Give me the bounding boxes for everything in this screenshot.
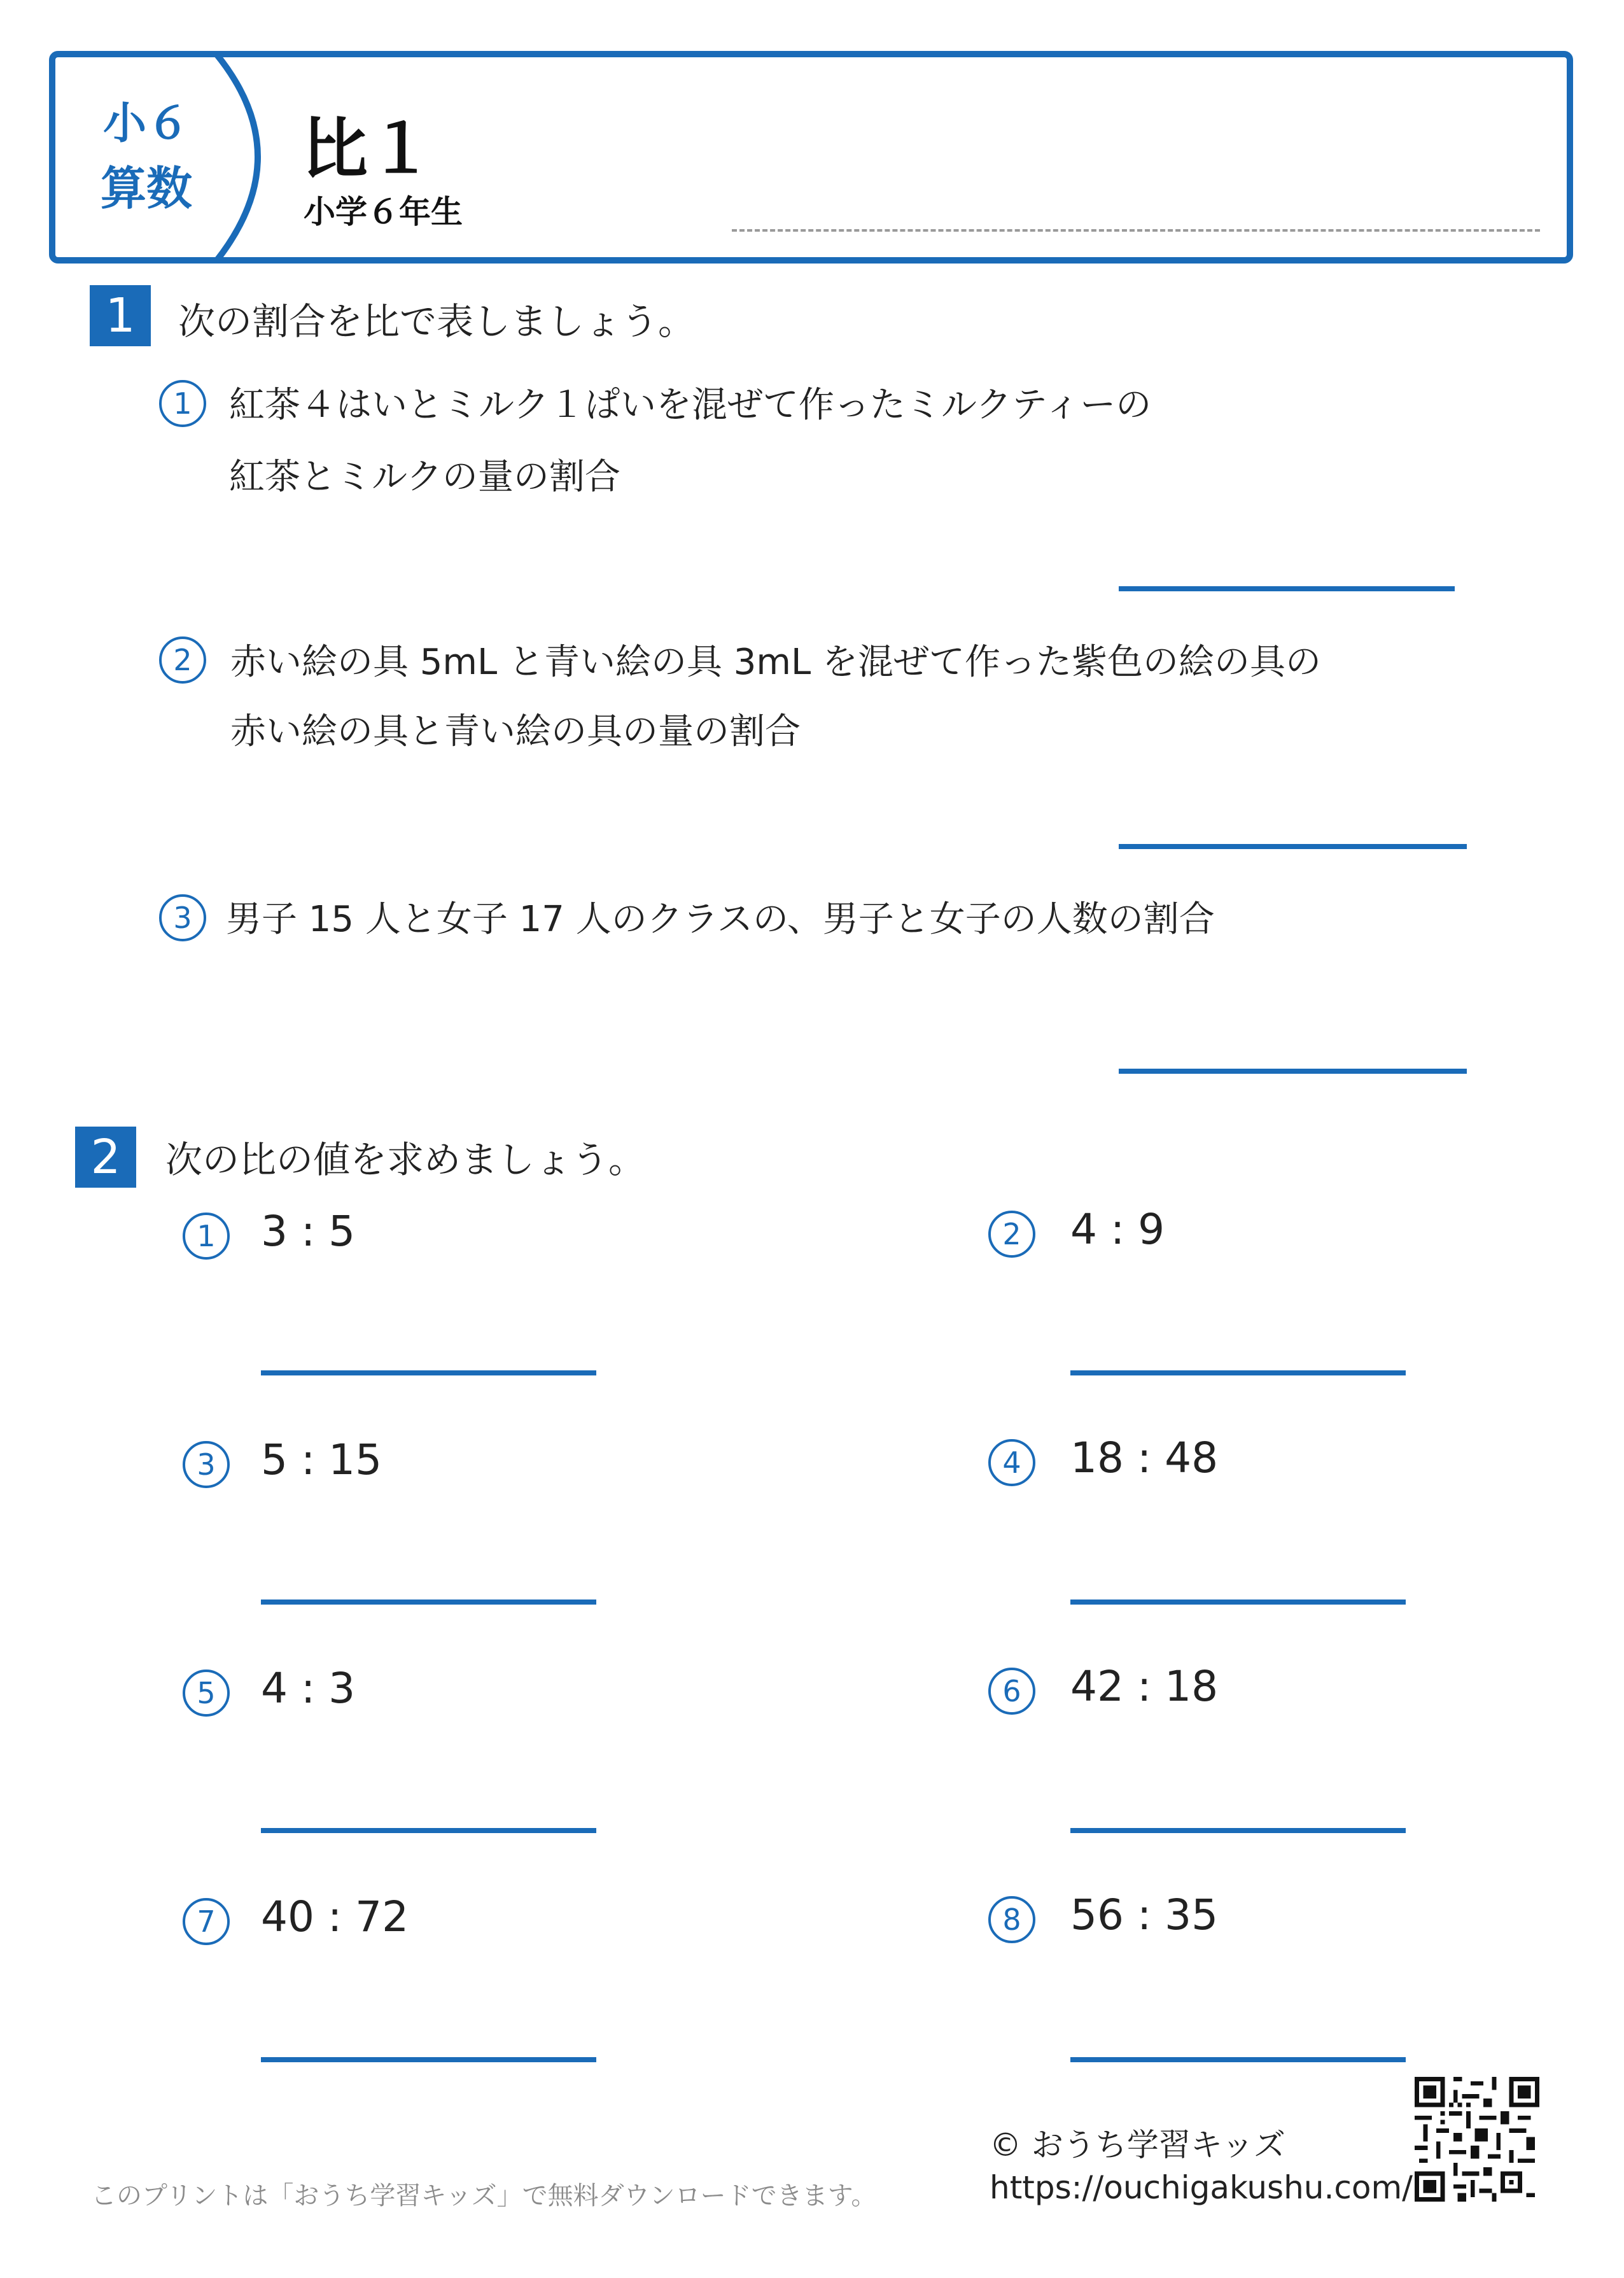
section-1-badge: 1 xyxy=(90,285,151,346)
item-2-1-ratio: 3 : 5 xyxy=(261,1207,356,1256)
item-2-5-number: 5 xyxy=(183,1670,230,1717)
question-1-1-line-1: 紅茶４はいとミルク１ぱいを混ぜて作ったミルクティーの xyxy=(229,384,1152,426)
answer-line-1-3[interactable] xyxy=(1119,1069,1467,1074)
page-subtitle: 小学６年生 xyxy=(304,193,463,230)
section-2-badge: 2 xyxy=(75,1127,136,1188)
question-1-2-number: 2 xyxy=(159,636,206,684)
grade-label: 小６ xyxy=(102,99,190,149)
question-1-3-number: 3 xyxy=(159,894,206,941)
answer-line-1-2[interactable] xyxy=(1119,844,1467,849)
qr-code-icon xyxy=(1415,2077,1539,2202)
item-2-7-ratio: 40 : 72 xyxy=(261,1892,409,1941)
answer-line-2-5[interactable] xyxy=(261,1828,596,1833)
item-2-4-ratio: 18 : 48 xyxy=(1070,1433,1219,1482)
question-1-3-line-1: 男子 15 人と女子 17 人のクラスの、男子と女子の人数の割合 xyxy=(226,899,1215,940)
answer-line-2-2[interactable] xyxy=(1070,1370,1406,1375)
section-1-instruction: 次の割合を比で表しましょう。 xyxy=(178,300,696,343)
item-2-2-ratio: 4 : 9 xyxy=(1070,1205,1165,1254)
subject-label: 算数 xyxy=(100,162,192,215)
answer-line-1-1[interactable] xyxy=(1119,586,1455,591)
answer-line-2-4[interactable] xyxy=(1070,1600,1406,1605)
item-2-8-ratio: 56 : 35 xyxy=(1070,1890,1219,1939)
item-2-6-number: 6 xyxy=(988,1668,1035,1715)
item-2-4-number: 4 xyxy=(988,1439,1035,1486)
question-1-1-line-2: 紅茶とミルクの量の割合 xyxy=(229,456,620,498)
site-url[interactable]: https://ouchigakushu.com/ xyxy=(990,2169,1413,2206)
answer-line-2-3[interactable] xyxy=(261,1600,596,1605)
item-2-3-number: 3 xyxy=(183,1441,230,1488)
answer-line-2-8[interactable] xyxy=(1070,2057,1406,2062)
item-2-2-number: 2 xyxy=(988,1211,1035,1258)
answer-line-2-7[interactable] xyxy=(261,2057,596,2062)
name-line[interactable] xyxy=(732,229,1540,232)
section-2-instruction: 次の比の値を求めましょう。 xyxy=(165,1138,646,1181)
answer-line-2-6[interactable] xyxy=(1070,1828,1406,1833)
item-2-6-ratio: 42 : 18 xyxy=(1070,1662,1219,1711)
question-1-2-line-2: 赤い絵の具と青い絵の具の量の割合 xyxy=(230,711,801,752)
item-2-7-number: 7 xyxy=(183,1898,230,1945)
page-title: 比１ xyxy=(302,110,435,188)
answer-line-2-1[interactable] xyxy=(261,1370,596,1375)
question-1-2-line-1: 赤い絵の具 5mL と青い絵の具 3mL を混ぜて作った紫色の絵の具の xyxy=(230,642,1321,683)
item-2-1-number: 1 xyxy=(183,1213,230,1260)
footer-note: このプリントは「おうち学習キッズ」で無料ダウンロードできます。 xyxy=(91,2181,877,2211)
item-2-5-ratio: 4 : 3 xyxy=(261,1664,356,1713)
copyright: © おうち学習キッズ xyxy=(990,2127,1285,2163)
item-2-3-ratio: 5 : 15 xyxy=(261,1435,382,1484)
question-1-1-number: 1 xyxy=(159,380,206,427)
item-2-8-number: 8 xyxy=(988,1896,1035,1943)
